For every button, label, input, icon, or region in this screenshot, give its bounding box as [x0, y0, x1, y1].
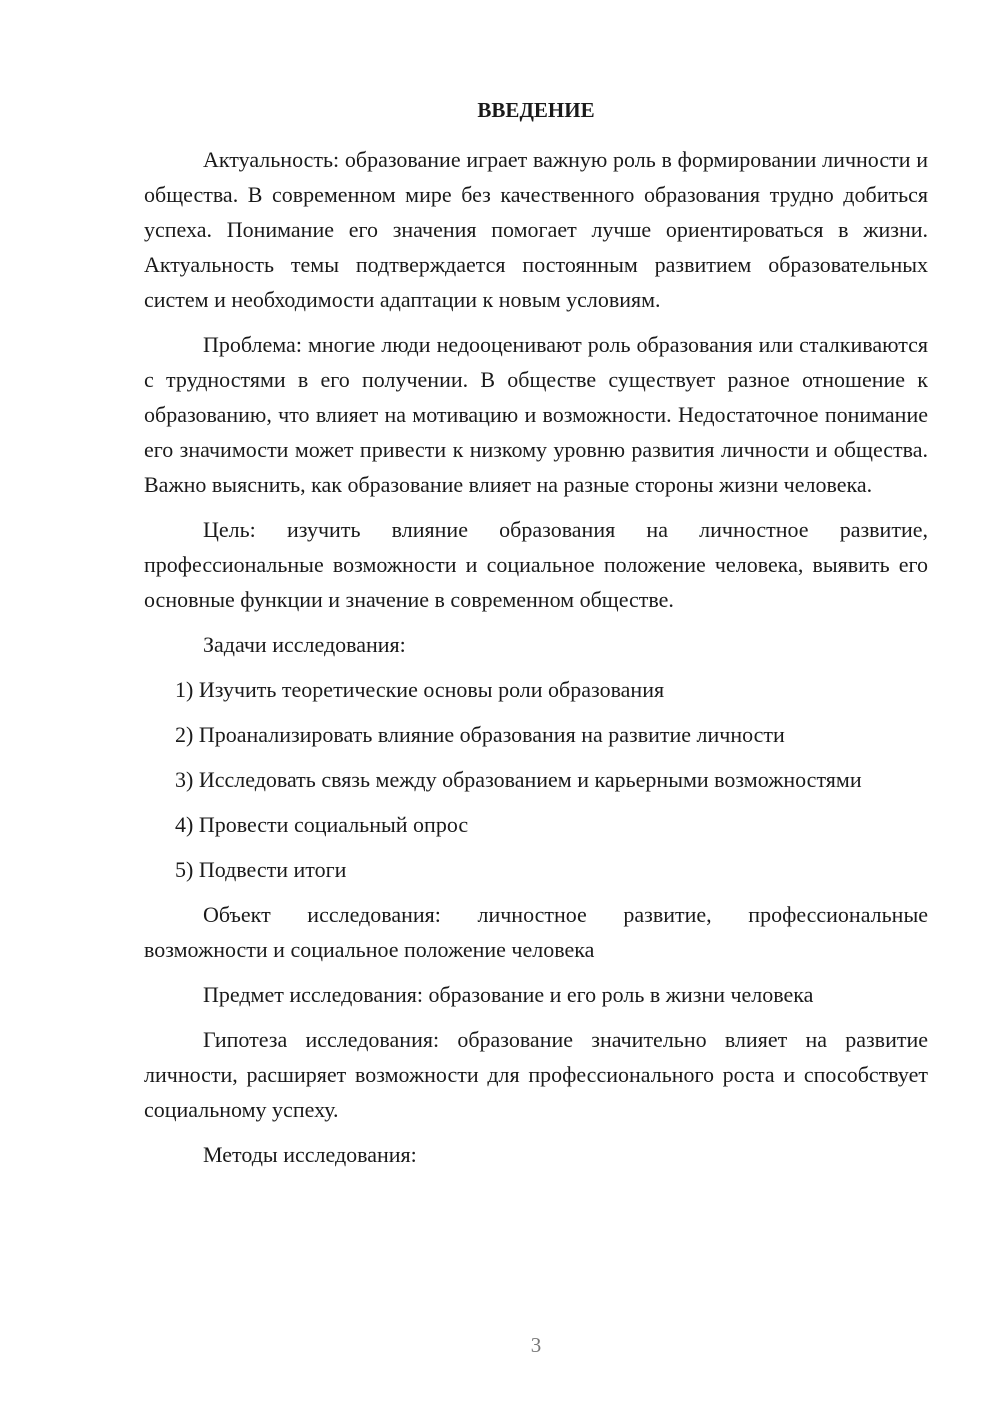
- page-number: 3: [530, 1333, 542, 1357]
- paragraph-hypothesis: Гипотеза исследования: образование значительно влияет на развитие личности, расширяет возможности для профессионального роста и способствует социальному успеху.: [144, 1027, 928, 1122]
- task-item-2: 2) Проанализировать влияние образования на развитие личности: [175, 722, 785, 747]
- task-item-1: 1) Изучить теоретические основы роли образования: [175, 677, 665, 702]
- paragraph-methods: Методы исследования:: [203, 1142, 417, 1167]
- paragraph-tasks-heading: Задачи исследования:: [203, 632, 406, 657]
- paragraph-subject: Предмет исследования: образование и его роль в жизни человека: [203, 982, 814, 1007]
- task-item-4: 4) Провести социальный опрос: [175, 812, 469, 837]
- paragraph-goal: Цель: изучить влияние образования на личностное развитие, профессиональные возможности и социальное положение человека, выявить его основные функции и значение в современном обществе.: [144, 517, 928, 612]
- task-item-5: 5) Подвести итоги: [175, 857, 347, 882]
- section-title: ВВЕДЕНИЕ: [477, 98, 595, 122]
- paragraph-object: Объект исследования: личностное развитие, профессиональные возможности и социальное положение человека: [144, 902, 928, 962]
- document-page: [144, 93, 928, 1182]
- paragraph-relevance: Актуальность: образование играет важную роль в формировании личности и общества. В современном мире без качественного образования трудно добиться успеха. Понимание его значения помогает лучше ориентироваться в жизни. Актуальность темы подтверждается постоянным развитием образовательных систем и необходимости адаптации к новым условиям.: [144, 147, 928, 312]
- paragraph-problem: Проблема: многие люди недооценивают роль образования или сталкиваются с трудностями в его получении. В обществе существует разное отношение к образованию, что влияет на мотивацию и возможности. Недостаточное понимание его значимости может привести к низкому уровню развития личности и общества. Важно выяснить, как образование влияет на разные стороны жизни человека.: [144, 332, 928, 497]
- task-item-3: 3) Исследовать связь между образованием и карьерными возможностями: [175, 767, 862, 792]
